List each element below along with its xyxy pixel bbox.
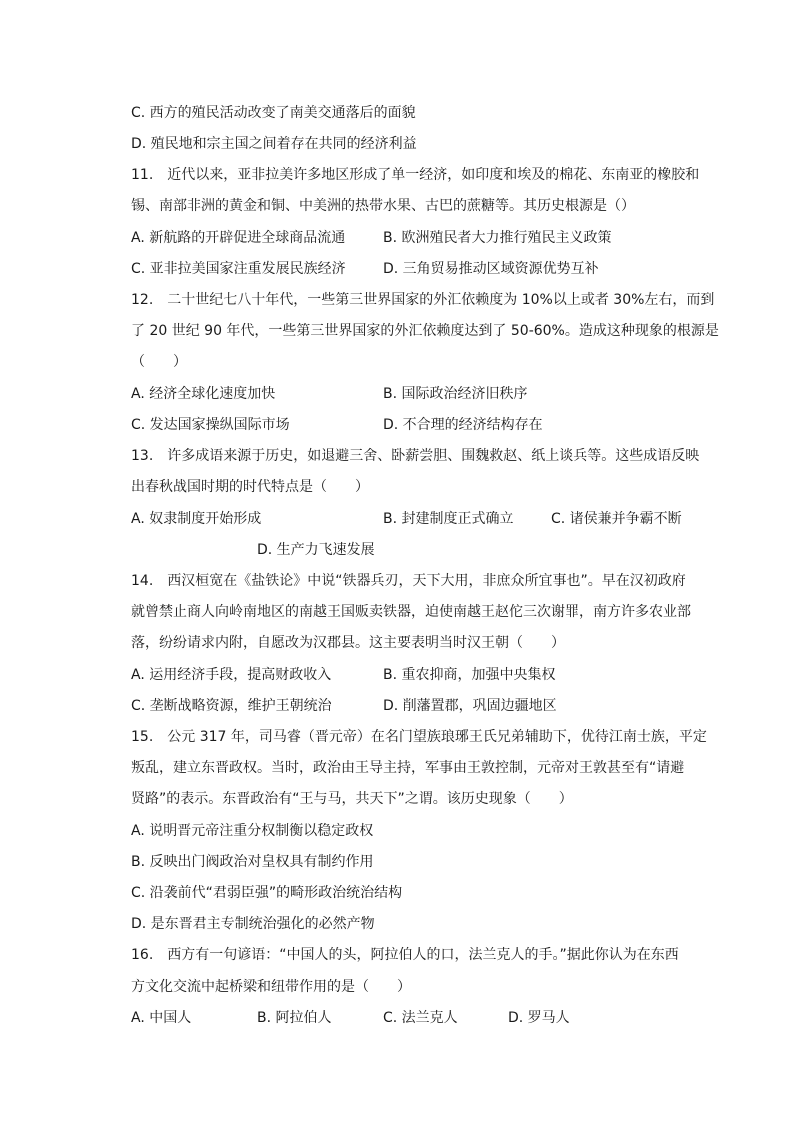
q15-option-b: B. 反映出门阀政治对皇权具有制约作用 xyxy=(131,854,374,870)
q16-option-a: A. 中国人 xyxy=(131,1010,192,1026)
q11-option-c: C. 亚非拉美国家注重发展民族经济 xyxy=(131,261,346,277)
q15-option-c: C. 沿袭前代“君弱臣强”的畸形政治统治结构 xyxy=(131,885,403,901)
q15-stem-line-2: 叛乱，建立东晋政权。当时，政治由王导主持，军事由王敦控制，元帝对王敦甚至有“请避 xyxy=(131,760,685,776)
q10-option-d: D. 殖民地和宗主国之间着存在共同的经济利益 xyxy=(131,136,417,152)
q12-option-b: B. 国际政治经济旧秩序 xyxy=(383,386,528,402)
q15-option-d: D. 是东晋君主专制统治强化的必然产物 xyxy=(131,916,375,932)
q14-stem-line-2: 就曾禁止商人向岭南地区的南越王国贩卖铁器，迫使南越王赵佗三次谢罪，南方许多农业部 xyxy=(131,604,691,620)
q14-option-c: C. 垄断战略资源，维护王朝统治 xyxy=(131,698,332,714)
q14-stem-line-3: 落，纷纷请求内附，自愿改为汉郡县。这主要表明当时汉王朝（ ） xyxy=(131,635,565,651)
q14-option-d: D. 削藩置郡，巩固边疆地区 xyxy=(383,698,557,714)
q16-option-b: B. 阿拉伯人 xyxy=(257,1010,332,1026)
q16-option-c: C. 法兰克人 xyxy=(383,1010,458,1026)
q14-stem-line-1: 14. 西汉桓宽在《盐铁论》中说“铁器兵刃，天下大用，非庶众所宜事也”。早在汉初政府 xyxy=(131,573,686,589)
q13-option-d: D. 生产力飞速发展 xyxy=(257,542,375,558)
q14-option-b: B. 重农抑商，加强中央集权 xyxy=(383,667,556,683)
q16-stem-line-2: 方文化交流中起桥梁和纽带作用的是（ ） xyxy=(131,979,411,995)
q15-stem-line-3: 贤路”的表示。东晋政治有“王与马，共天下”之谓。该历史现象（ ） xyxy=(131,791,573,807)
q12-option-a: A. 经济全球化速度加快 xyxy=(131,386,276,402)
q16-option-d: D. 罗马人 xyxy=(508,1010,570,1026)
q13-stem-line-2: 出春秋战国时期的时代特点是（ ） xyxy=(131,479,369,495)
q12-stem-line-2: 了 20 世纪 90 年代，一些第三世界国家的外汇依赖度达到了 50-60%。造成这种现象的根源是 xyxy=(131,323,719,339)
q15-option-a: A. 说明晋元帝注重分权制衡以稳定政权 xyxy=(131,823,374,839)
q11-stem-line-1: 11. 近代以来，亚非拉美许多地区形成了单一经济，如印度和埃及的棉花、东南亚的橡胶和 xyxy=(131,167,700,183)
q11-option-a: A. 新航路的开辟促进全球商品流通 xyxy=(131,230,346,246)
q12-option-d: D. 不合理的经济结构存在 xyxy=(383,417,543,433)
q13-stem-line-1: 13. 许多成语来源于历史，如退避三舍、卧薪尝胆、围魏救赵、纸上谈兵等。这些成语反映 xyxy=(131,448,700,464)
q12-stem-line-3: （ ） xyxy=(131,354,187,370)
q12-option-c: C. 发达国家操纵国际市场 xyxy=(131,417,290,433)
q13-option-c: C. 诸侯兼并争霸不断 xyxy=(551,511,682,527)
q11-option-d: D. 三角贸易推动区域资源优势互补 xyxy=(383,261,599,277)
q11-stem-line-2: 锡、南部非洲的黄金和铜、中美洲的热带水果、古巴的蔗糖等。其历史根源是（） xyxy=(131,198,635,214)
q14-option-a: A. 运用经济手段，提高财政收入 xyxy=(131,667,332,683)
q13-option-b: B. 封建制度正式确立 xyxy=(383,511,514,527)
q10-option-c: C. 西方的殖民活动改变了南美交通落后的面貌 xyxy=(131,105,416,121)
q12-stem-line-1: 12. 二十世纪七八十年代，一些第三世界国家的外汇依赖度为 10%以上或者 30%左右，而到 xyxy=(131,292,715,308)
q15-stem-line-1: 15. 公元 317 年，司马睿（晋元帝）在名门望族琅琊王氏兄弟辅助下，优待江南士族，平定 xyxy=(131,729,707,745)
q16-stem-line-1: 16. 西方有一句谚语：“中国人的头，阿拉伯人的口，法兰克人的手。”据此你认为在东西 xyxy=(131,947,679,963)
q11-option-b: B. 欧洲殖民者大力推行殖民主义政策 xyxy=(383,230,612,246)
q13-option-a: A. 奴隶制度开始形成 xyxy=(131,511,262,527)
